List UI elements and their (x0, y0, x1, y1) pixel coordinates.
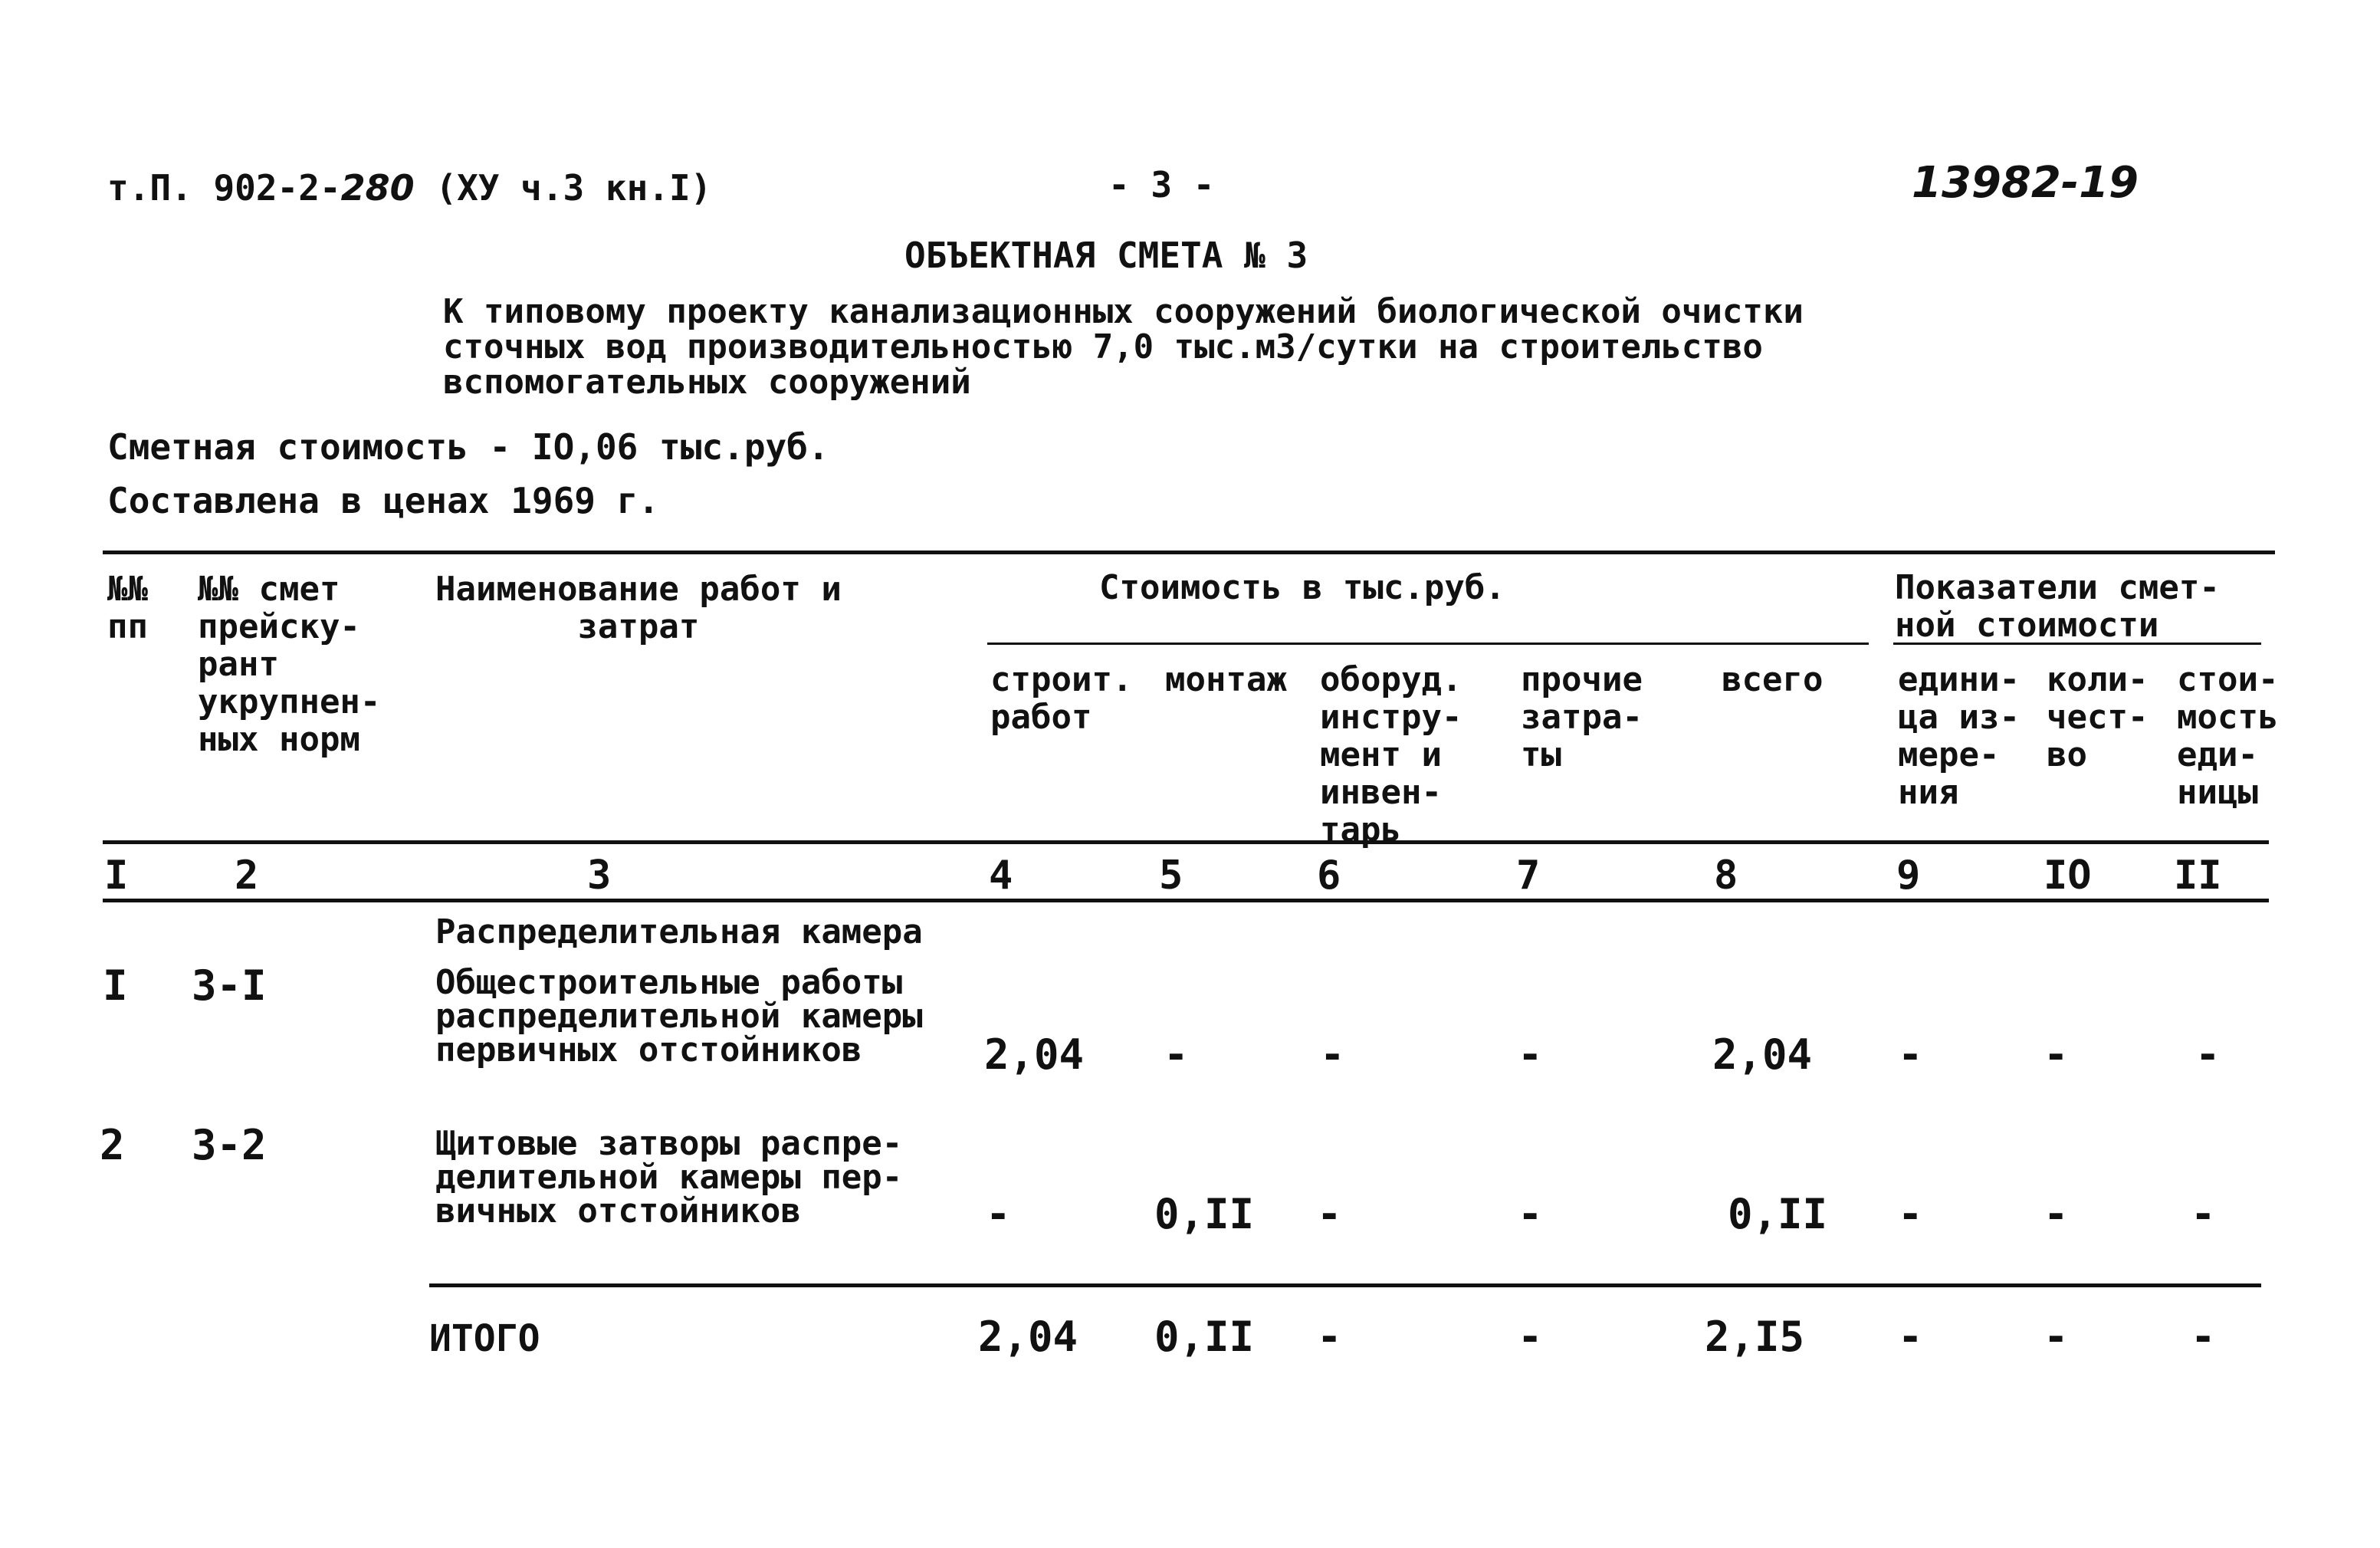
total-rule (429, 1283, 2261, 1287)
total-equipment: - (1317, 1313, 1342, 1361)
cost-other: - (1518, 1190, 1543, 1238)
total-sum: 2,I5 (1705, 1313, 1805, 1361)
header-other-costs: прочие затра- ты (1521, 660, 1643, 774)
total-construction: 2,04 (978, 1313, 1078, 1361)
document-subtitle: К типовому проекту канализационных сооружений биологической очистки сточных вод производительностью 7,0 тыс.м3/сутки на строительство вспомогательных сооружений (443, 292, 1804, 402)
header-indicators-group: Показатели смет- ной стоимости (1895, 568, 2220, 645)
cost-construction: 2,04 (984, 1030, 1085, 1079)
document-reference (107, 167, 711, 209)
header-equipment: оборуд. инстру- мент и инвен- тарь (1320, 660, 1462, 850)
unit-cost: - (2195, 1030, 2221, 1079)
column-number: 3 (587, 853, 612, 899)
estimate-code: 3-2 (192, 1121, 267, 1169)
header-work-name: Наименование работ и затрат (435, 570, 842, 646)
cost-construction: - (986, 1190, 1011, 1238)
page-number: - 3 - (1108, 164, 1215, 205)
column-number: 2 (235, 853, 259, 899)
table-top-rule (103, 551, 2275, 554)
section-title: Распределительная камера (435, 912, 923, 951)
cost-installation: - (1164, 1030, 1189, 1079)
cost-equipment: - (1317, 1190, 1342, 1238)
estimated-cost: Сметная стоимость - IO,06 тыс.руб. (107, 426, 829, 468)
total-other: - (1518, 1313, 1543, 1361)
cost-equipment: - (1320, 1030, 1345, 1079)
doc-ref-handwritten-number: 280 (340, 167, 415, 209)
quantity: - (2044, 1190, 2069, 1238)
header-estimate-code: №№ смет прейску- рант укрупнен- ных норм (198, 570, 381, 759)
compiled-prices-year: Составлена в ценах 1969 г. (107, 480, 660, 521)
header-unit: едини- ца из- мере- ния (1898, 660, 2020, 812)
header-total: всего (1722, 660, 1824, 699)
unit: - (1898, 1190, 1923, 1238)
cost-other: - (1518, 1030, 1543, 1079)
header-quantity: коли- чест- во (2047, 660, 2149, 774)
archive-number: 13982-19 (1912, 158, 2139, 208)
total-label: ИТОГО (429, 1317, 540, 1360)
column-number: 5 (1159, 853, 1183, 899)
cost-total: 0,II (1728, 1190, 1828, 1238)
column-number: II (2174, 853, 2222, 899)
total-unit-cost: - (2191, 1313, 2216, 1361)
header-installation: монтаж (1165, 660, 1287, 699)
header-cost-group: Стоимость в тыс.руб. (1099, 568, 1505, 607)
column-number: 7 (1516, 853, 1541, 899)
header-bottom-rule (103, 840, 2269, 844)
column-number: IO (2044, 853, 2092, 899)
column-numbers-rule (103, 899, 2269, 902)
column-number: 6 (1317, 853, 1341, 899)
column-number: I (104, 853, 129, 899)
unit: - (1898, 1030, 1923, 1079)
header-construction-works: строит. работ (990, 660, 1133, 737)
doc-ref-prefix: т.П. 902-2- (107, 167, 341, 209)
row-number: 2 (100, 1121, 125, 1169)
column-number: 4 (989, 853, 1013, 899)
total-installation: 0,II (1154, 1313, 1255, 1361)
total-unit: - (1898, 1313, 1923, 1361)
work-name: Щитовые затворы распре- делительной камеры пер- вичных отстойников (435, 1124, 903, 1231)
cost-total: 2,04 (1712, 1030, 1813, 1079)
estimate-code: 3-I (192, 961, 267, 1010)
cost-installation: 0,II (1154, 1190, 1255, 1238)
row-number: I (103, 961, 128, 1010)
header-unit-cost: стои- мость еди- ницы (2177, 660, 2279, 812)
column-number: 9 (1896, 853, 1921, 899)
quantity: - (2044, 1030, 2069, 1079)
work-name: Общестроительные работы распределительной камеры первичных отстойников (435, 963, 923, 1070)
column-number: 8 (1714, 853, 1738, 899)
header-row-number: №№ пп (107, 570, 148, 646)
doc-ref-suffix: (ХУ ч.3 кн.I) (435, 167, 712, 209)
unit-cost: - (2191, 1190, 2216, 1238)
total-quantity: - (2044, 1313, 2069, 1361)
document-title: ОБЪЕКТНАЯ СМЕТА № 3 (904, 235, 1308, 276)
cost-group-underline (987, 643, 1869, 645)
